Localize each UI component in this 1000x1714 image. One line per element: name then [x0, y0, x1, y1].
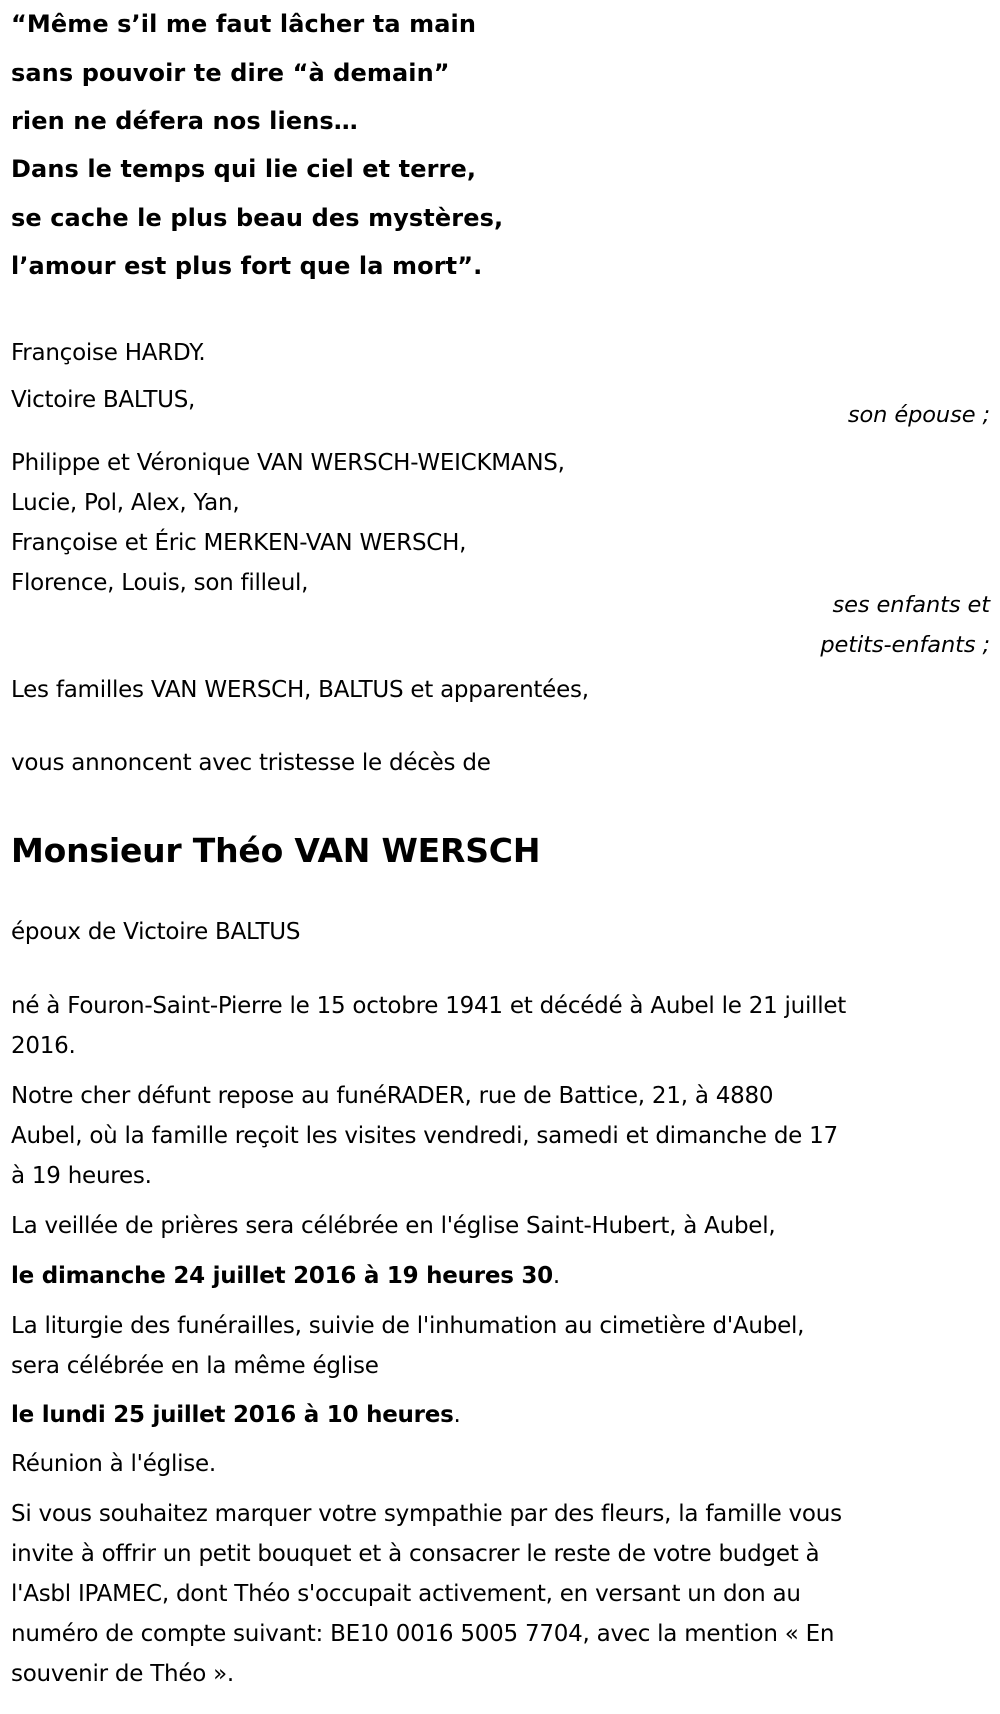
poem-line: rien ne défera nos liens… — [11, 107, 358, 135]
child-line: Lucie, Pol, Alex, Yan, — [11, 490, 240, 516]
funeral-date-end: . — [453, 1402, 461, 1428]
poem-line: l’amour est plus fort que la mort”. — [11, 252, 483, 280]
extended-family: Les familles VAN WERSCH, BALTUS et apparentées, — [11, 677, 589, 703]
poem-line: se cache le plus beau des mystères, — [11, 204, 504, 232]
vigil-intro: La veillée de prières sera célébrée en l'église Saint-Hubert, à Aubel, — [11, 1213, 776, 1239]
spouse-of: époux de Victoire BALTUS — [11, 919, 301, 945]
funeral-date-line — [11, 1404, 461, 1427]
children-relation: ses enfants et — [832, 592, 990, 618]
donation-line: souvenir de Théo ». — [11, 1661, 234, 1687]
vigil-date-line — [11, 1265, 560, 1288]
children-relation: petits-enfants ; — [820, 632, 990, 658]
resting-line: Aubel, où la famille reçoit les visites vendredi, samedi et dimanche de 17 — [11, 1123, 838, 1149]
poem-author: Françoise HARDY. — [11, 340, 206, 366]
donation-line: l'Asbl IPAMEC, dont Théo s'occupait activement, en versant un don au — [11, 1581, 801, 1607]
poem-line: sans pouvoir te dire “à demain” — [11, 59, 450, 87]
funeral-date: le lundi 25 juillet 2016 à 10 heures — [11, 1402, 454, 1428]
funeral-intro-line: La liturgie des funérailles, suivie de l'inhumation au cimetière d'Aubel, — [11, 1313, 805, 1339]
vigil-date: le dimanche 24 juillet 2016 à 19 heures 30 — [11, 1263, 553, 1289]
donation-line: Si vous souhaitez marquer votre sympathie par des fleurs, la famille vous — [11, 1501, 842, 1527]
spouse-name: Victoire BALTUS, — [11, 387, 196, 413]
birth-death-line: né à Fouron-Saint-Pierre le 15 octobre 1941 et décédé à Aubel le 21 juillet — [11, 993, 847, 1019]
resting-line: Notre cher défunt repose au funéRADER, rue de Battice, 21, à 4880 — [11, 1083, 774, 1109]
announcement-intro: vous annoncent avec tristesse le décès de — [11, 750, 491, 776]
child-line: Philippe et Véronique VAN WERSCH-WEICKMANS, — [11, 450, 565, 476]
child-line: Françoise et Éric MERKEN-VAN WERSCH, — [11, 530, 467, 556]
child-line: Florence, Louis, son filleul, — [11, 570, 309, 596]
poem-line: “Même s’il me faut lâcher ta main — [11, 10, 477, 38]
vigil-date-end: . — [552, 1263, 560, 1289]
birth-death-line: 2016. — [11, 1033, 76, 1059]
resting-line: à 19 heures. — [11, 1163, 152, 1189]
deceased-name: Monsieur Théo VAN WERSCH — [11, 831, 541, 870]
spouse-relation: son épouse ; — [847, 402, 990, 428]
funeral-intro-line: sera célébrée en la même église — [11, 1353, 379, 1379]
donation-line: numéro de compte suivant: BE10 0016 5005 7704, avec la mention « En — [11, 1621, 835, 1647]
meeting-note: Réunion à l'église. — [11, 1451, 216, 1477]
donation-line: invite à offrir un petit bouquet et à consacrer le reste de votre budget à — [11, 1541, 820, 1567]
poem-line: Dans le temps qui lie ciel et terre, — [11, 155, 477, 183]
